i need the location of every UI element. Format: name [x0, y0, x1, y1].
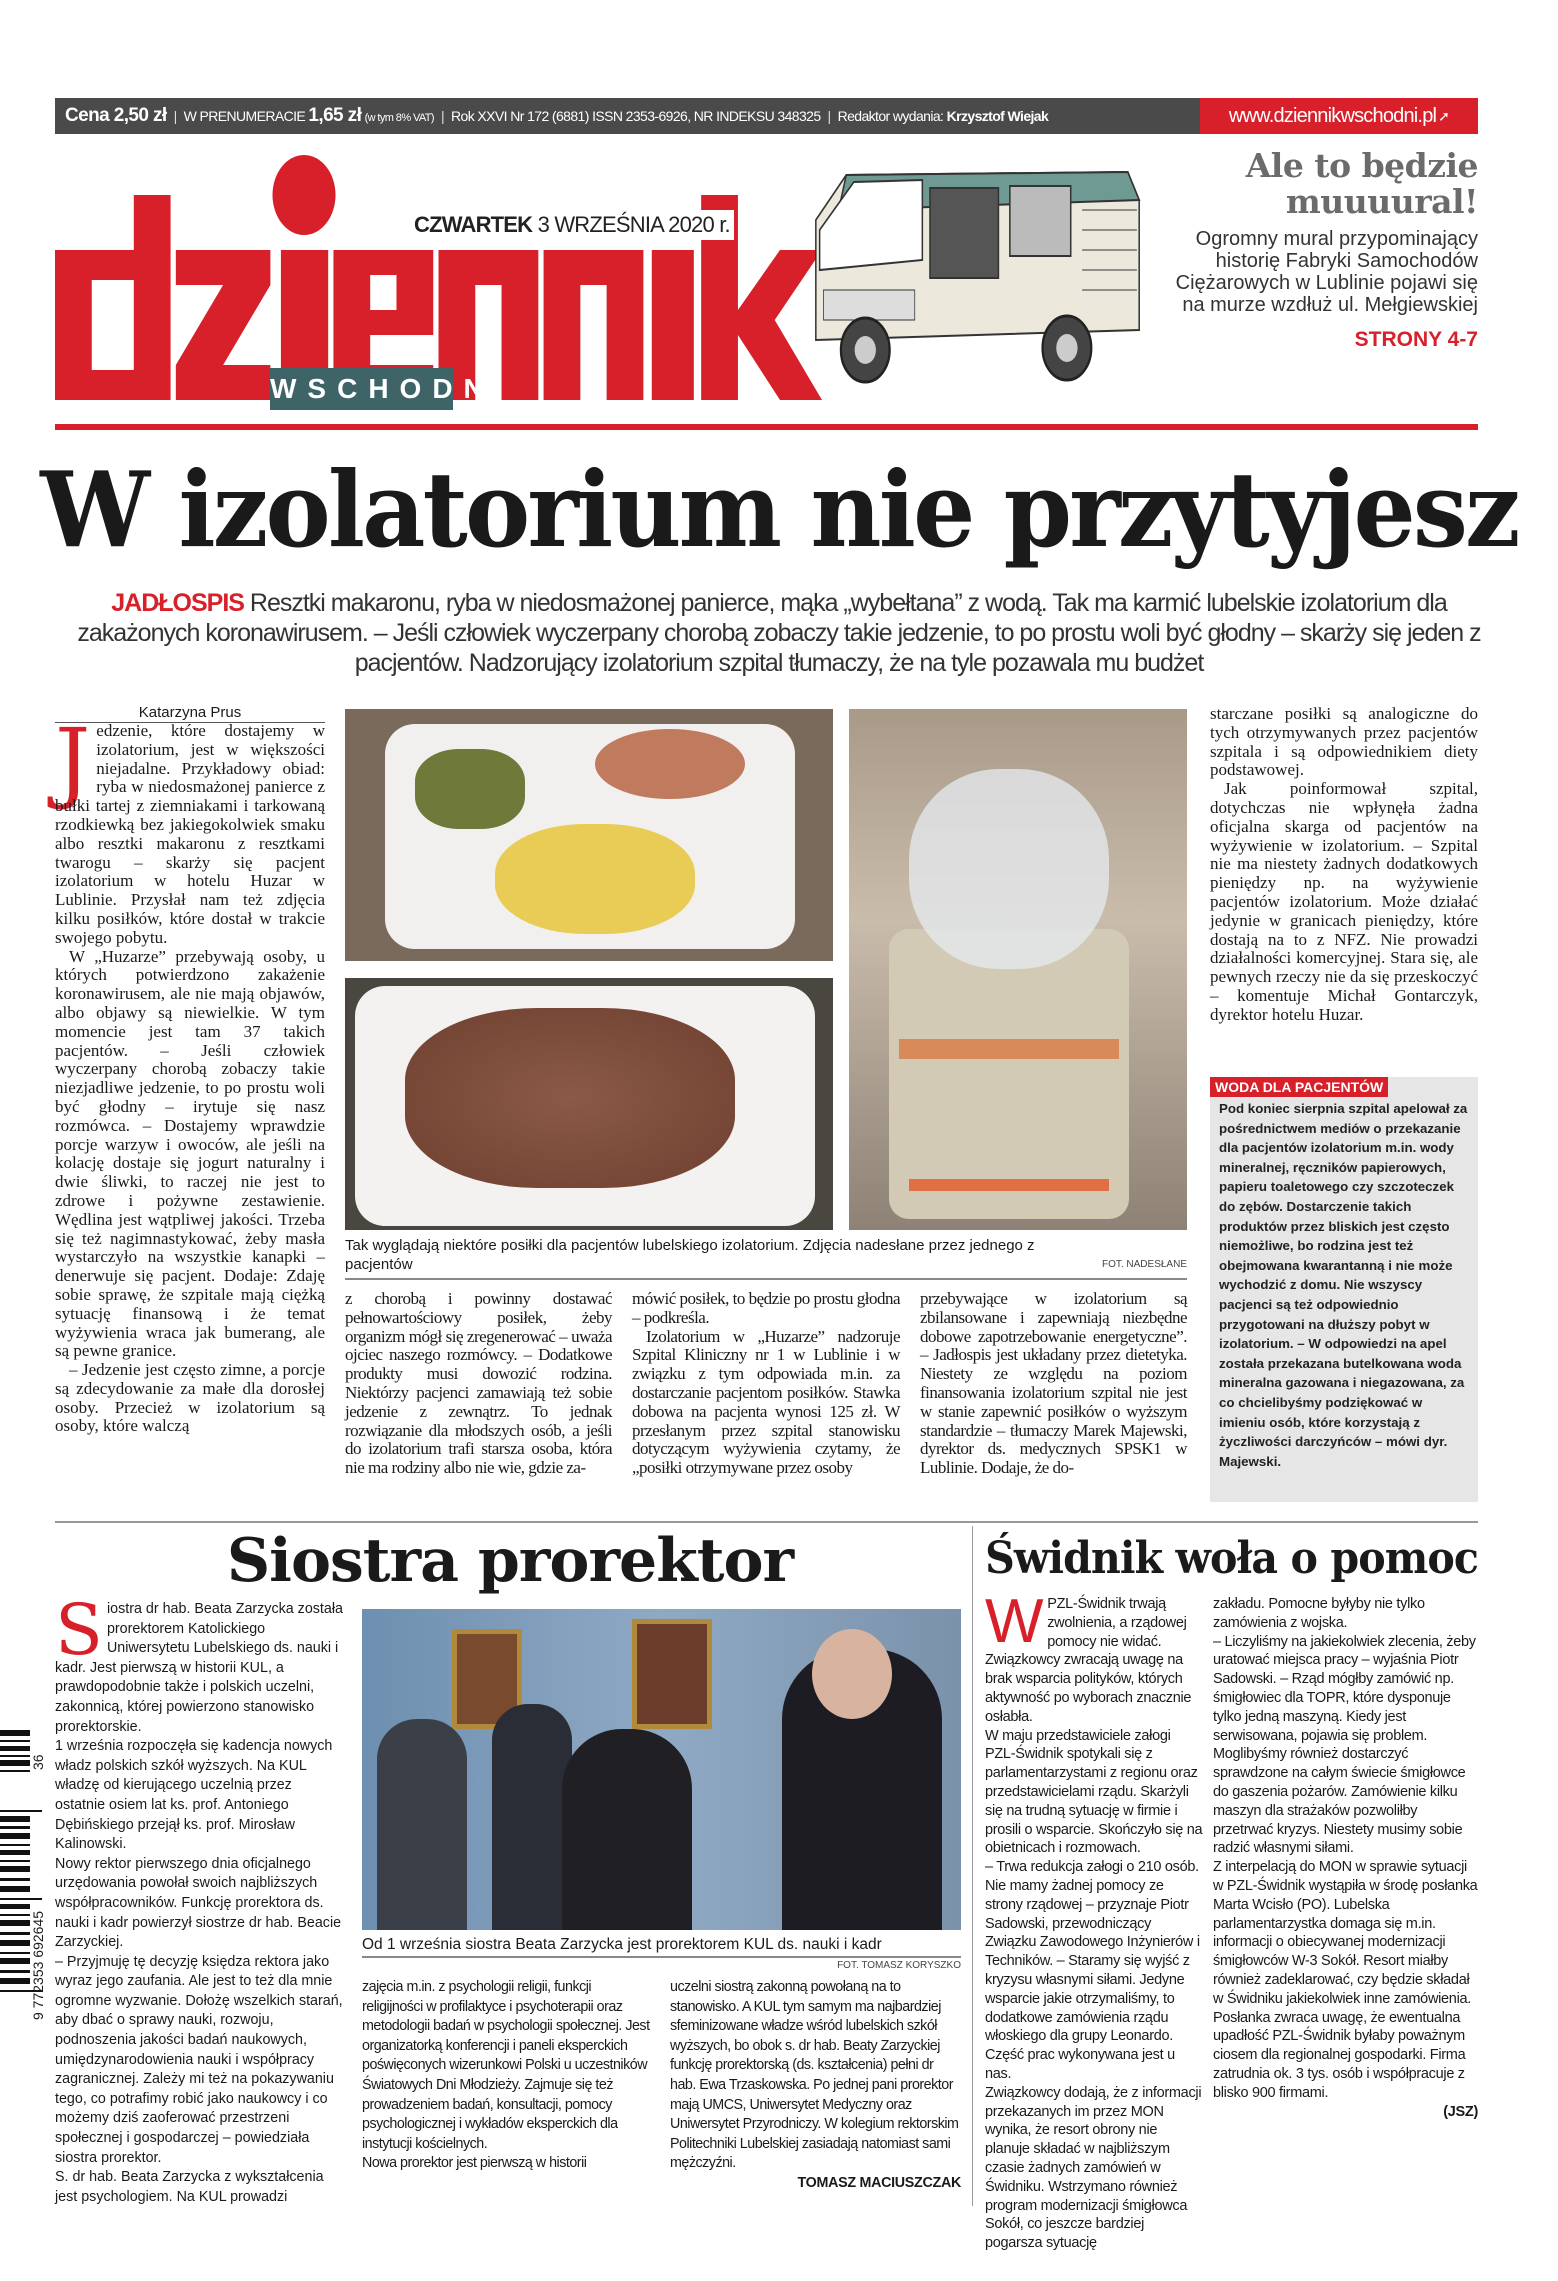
section-divider — [55, 1521, 1478, 1523]
website-url[interactable]: www.dziennikwschodni.pl — [1228, 104, 1437, 127]
editor-name: Krzysztof Wiejak — [946, 108, 1049, 124]
photo-credit-siostra: FOT. TOMASZ KORYSZKO — [837, 1960, 961, 1971]
barcode-number: 9 772353 692645 — [30, 1911, 46, 2020]
top-info-bar — [55, 98, 1478, 134]
paragraph: iostra dr hab. Beata Zarzycka została prorektorem Katolickiego Uniwersytetu Lubelskiego ds. nauki i kadr. Jest pierwszą w historii KUL, a prawdopodobnie także i polskich uczelni, zakonnicą, której powierzono stanowisko prorektorskie. — [55, 1601, 343, 1735]
cursor-icon: ➚ — [1438, 107, 1450, 124]
paragraph: mówić posiłek, to będzie po prostu głodna – podkreśla. — [632, 1289, 900, 1327]
paragraph: W maju przedstawiciele załogi PZL-Świdnik spotykali się z parlamentarzystami z regionu oraz przedstawicielami rządu. Skarżyli się na trudną sytuację w firmie i prosili o wsparcie. Skończyło się na obietnicach i rozmowach. — [985, 1727, 1203, 1857]
swidnik-column-2 — [1213, 1595, 1478, 2207]
article-column-5 — [1210, 705, 1478, 1065]
sidebar-box-water — [1210, 1077, 1478, 1502]
paragraph: – Liczyliśmy na jakiekolwiek zlecenia, żeby uratować miejsca pracy – wyjaśnia Piotr Sadowski. – Rząd mógłby zamówić np. śmigłowiec dla TOPR, które dysponuje tylko jedną maszyną. Kiedy jest serwisowana, pojawia się problem. Moglibyśmy również dostarczyć sprawdzone na całym świecie śmigłowce do gaszenia pożarów. Zamówienie kilku maszyn dla strażaków pozwoliłby przetrwać kryzys. Niestety musimy sobie radzić własnymi siłami. — [1213, 1633, 1476, 1857]
teaser-pages[interactable]: STRONY 4-7 — [1354, 328, 1478, 351]
photo-credit: FOT. NADESŁANE — [1101, 1259, 1187, 1270]
masthead-rule — [55, 424, 1478, 430]
paragraph: z chorobą i powinny dostawać pełnowartościowy posiłek, żeby organizm mógł się zregenerować – uważa ojciec naszego rozmówcy. – Dodatkowe produkty musi dowozić rodzina. Niektórzy pacjenci zamawiają też sobie jedzenie z zewnątrz. To jednak rozwiązanie dla młodszych osób, a jeśli do izolatorium trafi starsza osoba, która nie ma rodziny albo nie wie, gdzie za- — [345, 1289, 612, 1478]
paragraph: Związkowcy dodają, że z informacji przekazanych im przez MON wynika, że resort obrony nie planuje składać w najbliższym czasie żadnych zamówień w Świdniku. Wstrzymano również program modernizacji śmigłowca Sokół, co jeszcze bardziej pogarsza sytuację — [985, 2084, 1202, 2252]
weekday: CZWARTEK — [414, 212, 533, 237]
siostra-column-2 — [362, 1978, 652, 2198]
lead-paragraph — [60, 588, 1498, 678]
paragraph: – Przyjmuję tę decyzję księdza rektora jako wyraz jego zaufania. Ale jest to też dla mnie ogromne wyzwanie. Dołożę wszelkich starań, aby dbać o sprawy nauki, rozwoju, podnoszenia jakości badań naukowych, umiędzynarodowienia nauki i współpracy zagranicznej. Zależy mi też na pokazywaniu tego, co potrafimy robić jako naukowcy i co możemy dziś zaoferować przestrzeni społecznej i gospodarczej – powiedziała siostra prorektor. — [55, 1953, 343, 2166]
siostra-column-3 — [670, 1978, 961, 2198]
photo-caption — [345, 1236, 1187, 1280]
drop-cap: J — [55, 709, 91, 812]
paragraph: starczane posiłki są analogiczne do tych otrzymywanych przez pacjentów szpitala i są odpowiednikiem diety podstawowej. — [1210, 704, 1478, 780]
editor-label: Redaktor wydania: — [837, 108, 944, 124]
paragraph: Nowa prorektor jest pierwszą w historii — [362, 2155, 587, 2172]
price: Cena 2,50 zł — [65, 105, 167, 126]
drop-cap: S — [55, 1589, 103, 1671]
paragraph: S. dr hab. Beata Zarzycka z wykształcenia jest psychologiem. Na KUL prowadzi — [55, 2169, 324, 2205]
photo-caption-siostra: Od 1 września siostra Beata Zarzycka jest prorektorem KUL ds. nauki i kadr — [362, 1934, 961, 1958]
teaser-text: Ogromny mural przypominający historię Fabryki Samochodów Ciężarowych w Lublinie pojawi się na murze wzdłuż ul. Mełgiewskiej — [1175, 228, 1478, 316]
article-column-4 — [920, 1290, 1187, 1515]
paragraph: edzenie, które dostajemy w izolatorium, jest w większości niejadalne. Przykładowy obiad: ryba w niedosmażonej panierce z bułki tartej z ziemniakami i tarkowaną rzodkiewką bez jakiegokolwiek smaku albo resztki makaronu z resztkami twarogu – skarży się pacjent izolatorium w hotelu Huzar w Lublinie. Przysłał nam też zdjęcia kilku posiłków, które dostał w trakcie swojego pobytu. — [55, 721, 325, 947]
paragraph: Nowy rektor pierwszego dnia oficjalnego urzędowania powołał swoich najbliższych współpracowników. Funkcję prorektora ds. nauki i kadr powierzył siostrze dr hab. Beacie Zarzyckiej. — [55, 1855, 342, 1951]
subscription-price: 1,65 zł — [308, 105, 362, 126]
paragraph: zajęcia m.in. z psychologii religii, funkcji religijności w profilaktyce i psychoterapii oraz metodologii badań w psychologii społecznej. Jest organizatorką konferencji i paneli eksperckich poświęconych wizerunkowi Polski u uczestników Światowych Dni Młodzieży. Zajmuje się też prowadzeniem badań, konsultacji, pomocy psychologicznej i wykładów eksperckich dla instytucji kościelnych. — [362, 1979, 650, 2152]
author-byline: TOMASZ MACIUSZCZAK — [797, 2174, 961, 2191]
box-tag: WODA DLA PACJENTÓW — [1210, 1077, 1388, 1097]
photo-meal-tray[interactable] — [345, 709, 833, 961]
paragraph: – Trwa redukcja załogi o 210 osób. Nie mamy żadnej pomocy ze strony rządowej – przyznaje Piotr Sadowski, przewodniczący Związku Zawodowego Inżynierów i Techników. – Staramy się wyjść z kryzysu własnymi siłami. Jedyne wsparcie jakie otrzymaliśmy, to dodatkowe zamówienia rządu włoskiego dla grupy Leonardo. Część prac wykonywana jest u nas. — [985, 1859, 1200, 2082]
photo-prorector-ceremony[interactable] — [362, 1609, 961, 1930]
author-byline: (JSZ) — [1443, 2103, 1478, 2120]
barcode-addon: 36 — [30, 1754, 46, 1770]
article-column-3 — [632, 1290, 900, 1515]
paragraph: Izolatorium w „Huzarze” nadzoruje Szpital Kliniczny nr 1 w Lublinie i w związku z tym odpowiada m.in. za dostarczanie pacjentom posiłków. Stawka dobowa na pacjenta wynosi 125 zł. W przesłanym przez szpital stanowisku dotyczącym wyżywienia czytamy, że „posiłki otrzymywane przez osoby — [632, 1326, 900, 1478]
logo-subtitle: WSCHODNI — [270, 368, 453, 410]
paragraph: przebywające w izolatorium są zbilansowane i zapewniają niezbędne dobowe zapotrzebowanie energetyczne”. – Jadłospis jest układany przez dietetyka. Niestety ze względu na poziom finansowania izolatorium szpital nie jest w stanie zapewnić posiłków o wyższym standardzie – tłumaczy Marek Majewski, dyrektor ds. medycznych SPSK1 w Lublinie. Dodaje, że do- — [920, 1289, 1187, 1478]
author-byline: Katarzyna Prus — [55, 704, 325, 723]
lead-kicker: JADŁOSPIS — [111, 589, 244, 617]
column-divider — [972, 1526, 973, 2206]
drop-cap: W — [985, 1587, 1044, 1656]
vat-note: (w tym 8% VAT) — [364, 112, 434, 124]
issue-info: Cena 2,50 zł | W PRENUMERACIE 1,65 zł (w tym 8% VAT) | Rok XXVI Nr 172 (6881) ISSN 2353-6926, NR INDEKSU 348325 | Redaktor wydania: Krzysztof Wiejak — [65, 105, 1049, 126]
main-headline: W izolatorium nie przytyjesz — [40, 448, 1518, 571]
paragraph: Jak poinformował szpital, dotychczas nie wpłynęła żadna oficjalna skarga od pacjentów na wyżywienie w izolatorium. – Szpital nie ma niestety żadnych dodatkowych pieniędzy np. na wyżywienie pacjentów izolatorium. Może działać jedynie w granicach pieniędzy, które dostają na to z NFZ. Nie prowadzi działalności komercyjnej. Stara się, ale pewnych rzeczy nie da się przeskoczyć – komentuje Michał Gontarczyk, dyrektor hotelu Huzar. — [1210, 779, 1478, 1024]
photo-soup-jar[interactable] — [849, 709, 1187, 1230]
photo-pasta[interactable] — [345, 978, 833, 1230]
paragraph: Z interpelacją do MON w sprawie sytuacji w PZL-Świdnik wystąpiła w środę posłanka Marta Wcisło (PO). Lubelska parlamentarzystka domaga się m.in. informacji o obiecywanej modernizacji śmigłowców W-3 Sokół. Resort miałby również zadeklarować, czy będzie składał w Świdniku jakiekolwiek inne zamówienia. Posłanka zwraca uwagę, że ewentualna upadłość PZL-Świdnik byłaby poważnym ciosem dla regionalnej gospodarki. Firma zatrudnia ok. 3 tys. osób i współpracuje z blisko 900 firmami. — [1213, 1859, 1478, 2101]
siostra-column-1 — [55, 1589, 345, 2205]
paragraph: 1 września rozpoczęła się kadencja nowych władz polskich szkół wyższych. Na KUL władzę od kierującego uczelnią przez ostatnie osiem lat ks. prof. Antoniego Dębińskiego przejął ks. prof. Mirosław Kalinowski. — [55, 1738, 333, 1853]
teaser-title: Ale to będzie muuuural! — [1245, 146, 1478, 221]
box-text: Pod koniec sierpnia szpital apelował za pośrednictwem mediów o przekazanie dla pacjentów izolatorium m.in. wody mineralnej, ręczników papierowych, papieru toaletowego czy szczoteczek do zębów. Dostarczenie takich produktów przez bliskich jest często niemożliwe, bo rodzina jest też obejmowana kwarantanną i nie może wychodzić z domu. Nie wszyscy pacjenci są też odpowiednio przygotowani na dłuższy pobyt w izolatorium. – W odpowiedzi na apel została przekazana butelkowana woda mineralna gazowana i niegazowana, za co chcielibyśmy podziękować w imieniu osób, które korzystają z życzliwości darczyńców – mówi dyr. Majewski. — [1219, 1101, 1468, 1469]
issue-date — [410, 210, 734, 240]
subscription-label: W PRENUMERACIE — [183, 108, 306, 124]
paragraph: uczelni siostrą zakonną powołaną na to stanowisko. A KUL tym samym ma najbardziej sfeminizowane władze wśród lubelskich szkół wyższych, bo obok s. dr hab. Beaty Zarzyckiej funkcję prorektorską (ds. kształcenia) pełni dr hab. Ewa Trzaskowska. Po jednej pani prorektor mają UMCS, Uniwersytet Medyczny oraz Uniwersytet Przyrodniczy. W kolegium rektorskim Politechniki Lubelskiej zasiadają natomiast sami mężczyźni. — [670, 1979, 959, 2172]
article-column-2 — [345, 1290, 612, 1515]
swidnik-column-1 — [985, 1587, 1203, 2252]
article-headline-siostra: Siostra prorektor — [226, 1526, 794, 1596]
teaser-mural[interactable] — [1148, 148, 1478, 352]
lead-text: Resztki makaronu, ryba w niedosmażonej panierce, mąka „wybełtana” z wodą. Tak ma karmić lubelskie izolatorium dla zakażonych koronawirusem. – Jeśli człowiek wyczerpany chorobą zobaczy takie jedzenie, to po prostu woli być głodny – skarży się jeden z pacjentów. Nadzorujący izolatorium szpital tłumaczy, że na tyle pozawala mu budżet — [77, 589, 1481, 677]
date: 3 WRZEŚNIA 2020 r. — [537, 212, 730, 237]
issue-number: Rok XXVI Nr 172 (6881) ISSN 2353-6926, NR INDEKSU 348325 — [451, 108, 821, 124]
paragraph: zakładu. Pomocne byłyby nie tylko zamówienia z wojska. — [1213, 1596, 1425, 1631]
caption-text: Tak wyglądają niektóre posiłki dla pacjentów lubelskiego izolatorium. Zdjęcia nadesłane przez jednego z pacjentów — [345, 1237, 1035, 1273]
van-illustration[interactable] — [793, 160, 1143, 390]
barcode — [0, 1720, 46, 2110]
paragraph: W „Huzarze” przebywają osoby, u których potwierdzono zakażenie koronawirusem, ale nie mają objawów, albo objawy są niewielkie. W tym momencie jest tam 37 takich pacjentów. – Jeśli człowiek wyczerpany chorobą zobaczy takie niezjadliwe jedzenie, to po prostu woli być głodny – irytuje się nasz rozmówca. – Dostajemy wprawdzie porcje warzyw i owoców, ale jeśli na kolację dostaje się jogurt naturalny i dwie śliwki, to raczej nie jest to zdrowe i pożywne zestawienie. Wędlina jest wątpliwej jakości. Trzeba się też nagimnastykować, żeby masła wystarczyło na wszystkie kanapki – denerwuje się pacjent. Dodaje: Zdaję sobie sprawę, że szpitale mają ciężką sytuację finansową i że temat wyżywienia wraca jak bumerang, ale są pewne granice. — [55, 946, 325, 1361]
article-headline-swidnik: Świdnik woła o pomoc — [985, 1533, 1478, 1584]
logo — [55, 150, 822, 405]
paragraph: – Jedzenie jest często zimne, a porcje są zdecydowanie za małe dla dorosłej osoby. Przecież w izolatorium są osoby, które walczą — [55, 1360, 325, 1436]
website-link[interactable] — [1200, 98, 1478, 134]
paragraph: PZL-Świdnik trwają zwolnienia, a rządowej pomocy nie widać. Związkowcy zwracają uwagę na brak wsparcia polityków, których aktywność po wyborach znacznie osłabła. — [985, 1596, 1192, 1725]
